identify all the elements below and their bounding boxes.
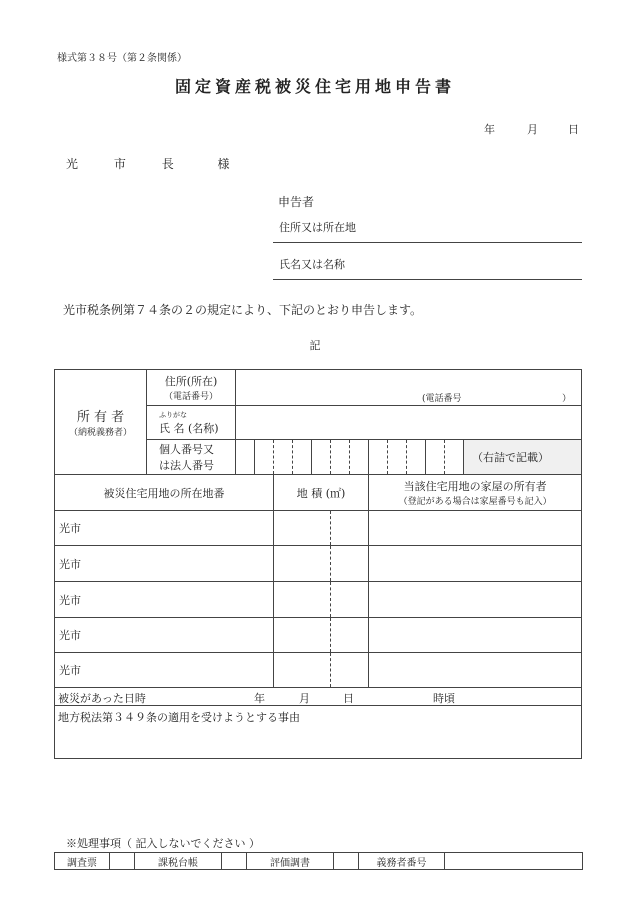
area-dec-cell[interactable] bbox=[331, 511, 369, 546]
owner-phone-label: (電話番号 bbox=[422, 394, 462, 404]
form-number: 様式第３８号（第２条関係） bbox=[57, 53, 187, 64]
id-digit-box[interactable] bbox=[274, 440, 293, 475]
id-note-cell bbox=[464, 440, 582, 475]
owner-id-label-cell bbox=[147, 440, 236, 475]
house-owner-cell[interactable] bbox=[369, 653, 582, 688]
addressee bbox=[66, 155, 248, 172]
id-digit-box[interactable] bbox=[407, 440, 426, 475]
area-int-cell[interactable] bbox=[274, 618, 331, 653]
location-cell[interactable]: 光市 bbox=[55, 511, 274, 546]
location-cell[interactable]: 光市 bbox=[55, 582, 274, 618]
area-dec-cell[interactable] bbox=[331, 582, 369, 618]
id-note: （右詰で記載） bbox=[472, 451, 549, 464]
area-dec-cell[interactable] bbox=[331, 653, 369, 688]
id-digit-box[interactable] bbox=[255, 440, 274, 475]
evaluation-check[interactable] bbox=[334, 853, 359, 870]
survey-sheet-check[interactable] bbox=[110, 853, 135, 870]
applicant-address-field[interactable] bbox=[273, 219, 582, 243]
page-title: 固定資産税被災住宅用地申告書 bbox=[174, 77, 455, 96]
table-row bbox=[55, 653, 582, 688]
obligor-number-field[interactable] bbox=[445, 853, 583, 870]
date-day-label: 日 bbox=[568, 123, 579, 136]
owner-address-field[interactable] bbox=[236, 370, 582, 406]
id-digit-box[interactable] bbox=[312, 440, 331, 475]
tax-ledger-check[interactable] bbox=[222, 853, 247, 870]
table-row bbox=[55, 546, 582, 582]
area-dec-cell[interactable] bbox=[331, 618, 369, 653]
house-owner-cell[interactable] bbox=[369, 582, 582, 618]
owner-address-label-cell bbox=[147, 370, 236, 406]
owner-address-label: 住所(所在) bbox=[164, 375, 218, 388]
disaster-day-label: 日 bbox=[343, 692, 354, 705]
owner-house-header bbox=[369, 475, 582, 511]
owner-phone-close: ） bbox=[562, 394, 572, 404]
processing-heading: ※処理事項（ 記入しないでください ） bbox=[66, 837, 260, 850]
applicant-name-field[interactable] bbox=[273, 256, 582, 280]
location-cell[interactable]: 光市 bbox=[55, 546, 274, 582]
owner-label-cell bbox=[55, 370, 147, 475]
id-digit-box[interactable] bbox=[293, 440, 312, 475]
disaster-month-label: 月 bbox=[299, 692, 310, 705]
table-row bbox=[55, 618, 582, 653]
location-cell[interactable]: 光市 bbox=[55, 618, 274, 653]
disaster-time-label: 時頃 bbox=[433, 692, 455, 705]
ki-heading: 記 bbox=[309, 339, 321, 352]
id-digit-box[interactable] bbox=[388, 440, 407, 475]
owner-name-label: 氏 名 (名称) bbox=[159, 421, 219, 435]
area-dec-cell[interactable] bbox=[331, 546, 369, 582]
survey-sheet-label: 調査票 bbox=[55, 853, 110, 870]
applicant-address-label: 住所又は所在地 bbox=[279, 221, 356, 234]
addressee-char-2: 市 bbox=[113, 157, 126, 171]
house-owner-cell[interactable] bbox=[369, 511, 582, 546]
house-owner-cell[interactable] bbox=[369, 546, 582, 582]
area-header: 地 積 (㎡) bbox=[274, 475, 369, 511]
tax-ledger-label: 課税台帳 bbox=[135, 853, 222, 870]
applicant-heading: 申告者 bbox=[278, 195, 315, 209]
id-digit-box[interactable] bbox=[369, 440, 388, 475]
addressee-char-1: 光 bbox=[66, 157, 79, 171]
date-year-label: 年 bbox=[484, 123, 495, 136]
owner-name-label-cell bbox=[147, 406, 236, 440]
id-digit-box[interactable] bbox=[236, 440, 255, 475]
obligor-number-label: 義務者番号 bbox=[359, 853, 445, 870]
disaster-year-label: 年 bbox=[254, 692, 265, 705]
addressee-honorific: 様 bbox=[217, 157, 230, 171]
id-digit-box[interactable] bbox=[445, 440, 464, 475]
disaster-label: 被災があった日時 bbox=[58, 692, 146, 705]
applicant-name-label: 氏名又は名称 bbox=[279, 258, 345, 271]
location-header: 被災住宅用地の所在地番 bbox=[55, 475, 274, 511]
owner-house-header-line2: （登記がある場合は家屋番号も記入） bbox=[398, 497, 552, 507]
id-digit-box[interactable] bbox=[350, 440, 369, 475]
owner-land-table bbox=[54, 369, 582, 759]
reason-label: 地方税法第３４９条の適用を受けようとする事由 bbox=[58, 711, 300, 724]
furigana-label: ふりがな bbox=[159, 410, 187, 419]
owner-id-label-2: は法人番号 bbox=[159, 459, 214, 472]
id-digit-box[interactable] bbox=[331, 440, 350, 475]
addressee-char-3: 長 bbox=[161, 157, 174, 171]
table-row bbox=[55, 582, 582, 618]
owner-label: 所 有 者 bbox=[76, 410, 125, 425]
declaration-text: 光市税条例第７４条の２の規定により、下記のとおり申告します。 bbox=[63, 303, 423, 317]
location-cell[interactable]: 光市 bbox=[55, 653, 274, 688]
processing-table bbox=[54, 852, 583, 870]
date-month-label: 月 bbox=[527, 123, 538, 136]
owner-sublabel: （納税義務者） bbox=[68, 428, 132, 438]
reason-field[interactable] bbox=[55, 706, 582, 759]
evaluation-label: 評価調書 bbox=[247, 853, 334, 870]
area-int-cell[interactable] bbox=[274, 546, 331, 582]
table-row bbox=[55, 511, 582, 546]
owner-address-sublabel: （電話番号） bbox=[163, 392, 218, 402]
area-int-cell[interactable] bbox=[274, 653, 331, 688]
owner-id-label-1: 個人番号又 bbox=[159, 443, 214, 456]
id-digit-box[interactable] bbox=[426, 440, 445, 475]
disaster-datetime-row[interactable] bbox=[55, 688, 582, 706]
area-int-cell[interactable] bbox=[274, 582, 331, 618]
area-int-cell[interactable] bbox=[274, 511, 331, 546]
house-owner-cell[interactable] bbox=[369, 618, 582, 653]
owner-name-field[interactable] bbox=[236, 406, 582, 440]
owner-house-header-line1: 当該住宅用地の家屋の所有者 bbox=[403, 480, 547, 493]
